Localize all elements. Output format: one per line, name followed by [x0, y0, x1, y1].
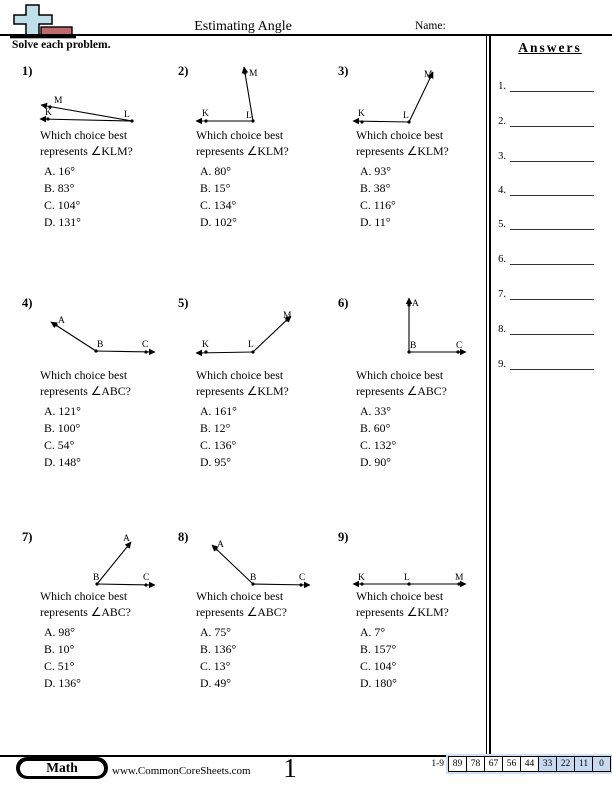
svg-text:C: C: [143, 573, 150, 583]
problem-8: [176, 528, 328, 692]
problem-number: 9): [338, 530, 349, 544]
svg-text:A: A: [58, 316, 65, 326]
question-line-1: Which choice best: [196, 128, 284, 142]
answer-blank-line[interactable]: [510, 251, 594, 265]
website-text: www.CommonCoreSheets.com: [112, 765, 251, 777]
answers-divider-thin: [486, 35, 487, 755]
choice-a: A. 93°: [360, 164, 391, 178]
problem-2: [176, 62, 328, 231]
angle-diagram: [20, 62, 170, 127]
angle-diagram: [176, 62, 326, 127]
problem-number: 3): [338, 64, 349, 78]
answer-number: 2.: [498, 116, 506, 127]
choice-c: C. 51°: [44, 659, 75, 673]
question-text: [40, 367, 172, 399]
choice-list: [44, 624, 172, 692]
score-cell: 33: [538, 757, 556, 771]
score-cell: 22: [556, 757, 574, 771]
problem-number: 5): [178, 296, 189, 310]
question-text: [196, 127, 328, 159]
problem-number: 1): [22, 64, 33, 78]
answer-number: 6.: [498, 254, 506, 265]
svg-text:M: M: [283, 311, 292, 321]
choice-d: D. 11°: [360, 215, 391, 229]
question-text: [196, 588, 328, 620]
choice-b: B. 15°: [200, 181, 231, 195]
choice-list: [44, 403, 172, 471]
choice-a: A. 98°: [44, 625, 75, 639]
problem-5: [176, 294, 328, 471]
svg-text:C: C: [299, 573, 306, 583]
choice-d: D. 49°: [200, 676, 231, 690]
choice-d: D. 131°: [44, 215, 81, 229]
page-number: 1: [283, 753, 297, 783]
answer-number: 4.: [498, 185, 506, 196]
question-line-2: represents ∠KLM?: [356, 605, 449, 619]
answer-number: 9.: [498, 359, 506, 370]
problem-9: [336, 528, 488, 692]
svg-text:K: K: [358, 109, 365, 119]
svg-text:M: M: [54, 96, 63, 106]
question-text: [40, 588, 172, 620]
answer-blank-line[interactable]: [510, 356, 594, 370]
svg-text:C: C: [456, 341, 463, 351]
question-line-2: represents ∠KLM?: [196, 384, 289, 398]
question-line-1: Which choice best: [196, 589, 284, 603]
answer-blank-line[interactable]: [510, 286, 594, 300]
question-line-1: Which choice best: [196, 368, 284, 382]
problem-3: [336, 62, 488, 231]
answer-number: 3.: [498, 151, 506, 162]
answer-blank-line[interactable]: [510, 113, 594, 127]
angle-diagram: [20, 528, 170, 588]
answer-slot-7: [494, 286, 594, 300]
choice-d: D. 148°: [44, 455, 81, 469]
answer-blank-line[interactable]: [510, 182, 594, 196]
answer-blank-line[interactable]: [510, 216, 594, 230]
svg-text:M: M: [424, 70, 433, 80]
answer-slot-5: [494, 216, 594, 230]
answer-blank-line[interactable]: [510, 321, 594, 335]
svg-text:L: L: [404, 573, 410, 583]
question-line-2: represents ∠KLM?: [40, 144, 133, 158]
score-cell: 67: [484, 757, 502, 771]
choice-b: B. 38°: [360, 181, 391, 195]
answer-number: 1.: [498, 81, 506, 92]
answer-number: 7.: [498, 289, 506, 300]
svg-text:L: L: [246, 111, 252, 121]
choice-list: [200, 163, 328, 231]
score-cell: 11: [574, 757, 592, 771]
score-table: [431, 756, 611, 772]
choice-b: B. 100°: [44, 421, 81, 435]
answers-divider-thick: [489, 35, 491, 755]
problem-number: 2): [178, 64, 189, 78]
svg-text:K: K: [358, 573, 365, 583]
svg-text:L: L: [248, 340, 254, 350]
angle-diagram: [336, 294, 486, 359]
choice-list: [44, 163, 172, 231]
answer-blank-line[interactable]: [510, 148, 594, 162]
question-line-1: Which choice best: [40, 128, 128, 142]
question-line-2: represents ∠KLM?: [356, 144, 449, 158]
answer-number: 8.: [498, 324, 506, 335]
svg-text:K: K: [202, 340, 209, 350]
choice-a: A. 121°: [44, 404, 81, 418]
choice-c: C. 104°: [44, 198, 81, 212]
question-line-2: represents ∠ABC?: [40, 384, 131, 398]
worksheet-title: Estimating Angle: [194, 19, 292, 34]
svg-text:M: M: [249, 69, 258, 79]
score-cell: 78: [466, 757, 484, 771]
svg-text:K: K: [45, 108, 52, 118]
answer-slot-3: [494, 148, 594, 162]
answer-slot-2: [494, 113, 594, 127]
choice-list: [360, 163, 488, 231]
choice-d: D. 136°: [44, 676, 81, 690]
score-cell: 44: [520, 757, 538, 771]
question-line-2: represents ∠ABC?: [196, 605, 287, 619]
angle-diagram: [336, 62, 486, 127]
choice-a: A. 75°: [200, 625, 231, 639]
question-line-1: Which choice best: [356, 589, 444, 603]
score-cells: [448, 756, 611, 772]
answer-blank-line[interactable]: [510, 78, 594, 92]
svg-text:A: A: [412, 299, 419, 309]
answer-slot-9: [494, 356, 594, 370]
svg-text:B: B: [410, 341, 417, 351]
header-divider: [0, 34, 612, 36]
choice-c: C. 132°: [360, 438, 397, 452]
svg-text:M: M: [455, 573, 464, 583]
choice-b: B. 83°: [44, 181, 75, 195]
answer-slot-8: [494, 321, 594, 335]
svg-text:A: A: [123, 534, 130, 544]
score-cell: 0: [592, 757, 610, 771]
problem-number: 8): [178, 530, 189, 544]
choice-b: B. 157°: [360, 642, 397, 656]
question-text: [356, 367, 488, 399]
score-range-label: 1-9: [431, 759, 444, 769]
choice-a: A. 33°: [360, 404, 391, 418]
choice-b: B. 10°: [44, 642, 75, 656]
question-line-1: Which choice best: [40, 589, 128, 603]
instructions-text: Solve each problem.: [12, 39, 111, 51]
question-text: [40, 127, 172, 159]
svg-text:B: B: [250, 573, 257, 583]
answer-slot-4: [494, 182, 594, 196]
choice-list: [360, 624, 488, 692]
angle-diagram: [176, 528, 326, 588]
name-label: Name:: [415, 20, 446, 32]
choice-d: D. 90°: [360, 455, 391, 469]
question-line-2: represents ∠ABC?: [356, 384, 447, 398]
choice-d: D. 180°: [360, 676, 397, 690]
svg-text:C: C: [142, 340, 149, 350]
choice-d: D. 95°: [200, 455, 231, 469]
problem-number: 7): [22, 530, 33, 544]
choice-d: D. 102°: [200, 215, 237, 229]
choice-list: [200, 403, 328, 471]
choice-c: C. 136°: [200, 438, 237, 452]
angle-diagram: [20, 294, 170, 359]
score-cell: 56: [502, 757, 520, 771]
problem-number: 6): [338, 296, 349, 310]
choice-c: C. 134°: [200, 198, 237, 212]
svg-text:L: L: [124, 110, 130, 120]
svg-text:B: B: [97, 340, 104, 350]
angle-diagram: [176, 294, 326, 359]
choice-c: C. 104°: [360, 659, 397, 673]
problem-7: [20, 528, 172, 692]
choice-c: C. 54°: [44, 438, 75, 452]
question-line-2: represents ∠ABC?: [40, 605, 131, 619]
choice-b: B. 136°: [200, 642, 237, 656]
subject-badge: [16, 757, 108, 779]
answer-number: 5.: [498, 219, 506, 230]
choice-c: C. 13°: [200, 659, 231, 673]
choice-a: A. 16°: [44, 164, 75, 178]
question-line-1: Which choice best: [356, 128, 444, 142]
choice-a: A. 80°: [200, 164, 231, 178]
choice-b: B. 60°: [360, 421, 391, 435]
question-text: [196, 367, 328, 399]
choice-a: A. 161°: [200, 404, 237, 418]
question-text: [356, 127, 488, 159]
question-text: [356, 588, 488, 620]
choice-a: A. 7°: [360, 625, 386, 639]
svg-text:L: L: [403, 111, 409, 121]
answer-slot-6: [494, 251, 594, 265]
problem-6: [336, 294, 488, 471]
svg-text:A: A: [217, 540, 224, 550]
question-line-2: represents ∠KLM?: [196, 144, 289, 158]
choice-b: B. 12°: [200, 421, 231, 435]
problem-4: [20, 294, 172, 471]
answer-slot-1: [494, 78, 594, 92]
svg-text:K: K: [202, 109, 209, 119]
angle-diagram: [336, 528, 486, 588]
choice-list: [360, 403, 488, 471]
svg-text:B: B: [93, 573, 100, 583]
score-cell: 89: [449, 757, 466, 771]
question-line-1: Which choice best: [356, 368, 444, 382]
choice-c: C. 116°: [360, 198, 396, 212]
answers-title: Answers: [518, 40, 582, 55]
question-line-1: Which choice best: [40, 368, 128, 382]
subject-label: Math: [20, 761, 104, 776]
choice-list: [200, 624, 328, 692]
problem-1: [20, 62, 172, 231]
problem-number: 4): [22, 296, 33, 310]
